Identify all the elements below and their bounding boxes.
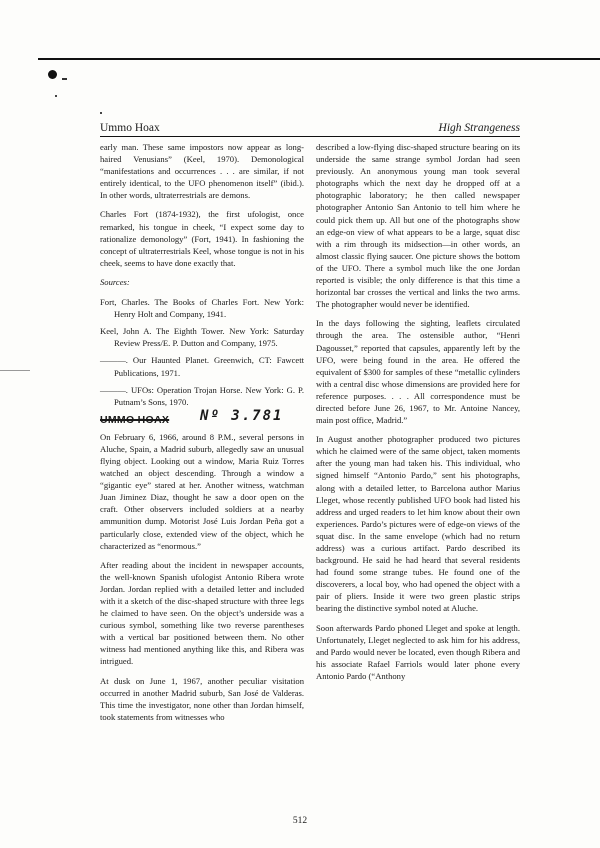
top-rule	[38, 58, 600, 60]
header-book-title: High Strangeness	[438, 122, 520, 134]
left-column	[100, 141, 304, 723]
entry-heading: UMMO HOAX	[100, 413, 170, 426]
scan-blot	[48, 70, 57, 79]
paragraph: early man. These same impostors now appear as long-haired Venusians” (Keel, 1970). Demonological “manifestations and occurrences . . . are similar, if not entirely identical, to the UFO phenomenon itself” (ibid.). In other words, ultraterrestrials are demons.	[100, 142, 304, 201]
paragraph: At dusk on June 1, 1967, another peculiar visitation occurred in another Madrid suburb, San José de Valderas. This time the investigator, none other than Jordan himself, took statements from witnesses who	[100, 675, 304, 722]
header-rule	[100, 136, 520, 137]
source-entry: Fort, Charles. The Books of Charles Fort. New York: Henry Holt and Company, 1941.	[100, 297, 304, 320]
page-number: 512	[292, 816, 308, 826]
source-entry: ———. UFOs: Operation Trojan Horse. New York: G. P. Putnam’s Sons, 1970.	[100, 384, 304, 407]
paragraph: In the days following the sighting, leaflets circulated through the area. The ostensible author, “Henri Dagousset,” reported that capsules, apparently left by the UFO, were being found in the area. He offered the equivalent of $300 for samples of these “metallic cylinders with a central disc whose dimensions are provided here for reference purposes. . . . All correspondence must be directed before June 26, 1967, to Mr. Antoine Nancey, main post office, Madrid.”	[316, 318, 520, 426]
source-entry: Keel, John A. The Eighth Tower. New York: Saturday Review Press/E. P. Dutton and Company, 1975.	[100, 326, 304, 349]
paragraph: described a low-flying disc-shaped structure bearing on its underside the same strange symbol Jordan had seen previously. An anonymous young man took several photographs which the next day he dropped off at a photographic laboratory; he then called newspaper photographer Antonio San Antonio to tell him where he could pick them up. All but one of the photographs show an edge-on view of what appears to be a large, squat disc with a rim through its midsection—in other words, an almost classic flying saucer. One picture shows the bottom of the UFO. There a symbol much like the one Jordan reported is visible; the only difference is that this time a horizontal bar crosses the vertical and links the two arms. The photographer would never be identified.	[316, 142, 520, 310]
paragraph: Charles Fort (1874-1932), the first ufologist, once remarked, his tongue in cheek, “I expect some day to rationalize demonology” (Fort, 1941). In fashioning the concept of ultraterrestrials Keel, whose tongue is not in his cheek, seems to have done exactly that.	[100, 209, 304, 268]
paragraph: After reading about the incident in newspaper accounts, the well-known Spanish ufologist Antonio Ribera wrote Jordan. Jordan replied with a detailed letter and included with it a sketch of the disc-shaped structure with three legs he claimed to have seen. On the object’s underside was a curious symbol, something like two reverse parentheses with a vertical bar positioned between them. No other witness had mentioned anything like this, and Ribera was intrigued.	[100, 559, 304, 667]
scan-mark	[62, 78, 67, 80]
header-section-title: Ummo Hoax	[100, 122, 160, 134]
sources-label: Sources:	[100, 276, 130, 287]
paragraph: In August another photographer produced two pictures which he claimed were of the same object, taken moments after the young man had taken his. This individual, who signed himself “Antonio Pardo,” sent his photographs, along with a detailed letter, to Barcelona author Marius Lleget, whose recently published UFO book had listed his address and urged readers to let him know about their own experiences. Pardo’s pictures were of edge-on views of the squat disc. In the same envelope (which had no return address) was a curious artifact. Pardo described its background. He said he had heard that several residents had found some strange tubes. He found one of the discoverers, a local boy, who had opened the object with a pair of pliers. Inside it were two green plastic strips bearing the distinctive symbol noted at Aluche.	[316, 434, 520, 614]
scan-speck	[100, 112, 102, 114]
paragraph: Soon afterwards Pardo phoned Lleget and spoke at length. Unfortunately, Lleget neglected to ask him for his address, and Pardo would never be located, even though Ribera and his associate Rafael Farriols would later phone every Antonio Pardo (“Anthony	[316, 622, 520, 681]
scan-speck	[55, 95, 57, 97]
scan-margin-line	[0, 370, 30, 371]
handwritten-number-stamp: Nº 3.781	[200, 407, 284, 424]
source-entry: ———. Our Haunted Planet. Greenwich, CT: Fawcett Publications, 1971.	[100, 355, 304, 378]
entry-heading-row	[100, 407, 304, 429]
paragraph: On February 6, 1966, around 8 P.M., several persons in Aluche, Spain, a Madrid suburb, allegedly saw an unusual flying object. Looking out a window, Maria Ruiz Torres watched an object descending. Through a window a “gigantic eye” stared at her. Another witness, watchman Juan Jiminez Diaz, thought he saw a door open on the craft. Other observers included soldiers at a nearby ammunition dump. Motorist José Luis Jordan Peña got a particularly close, extended view of the object, which he characterized as “enormous.”	[100, 431, 304, 551]
right-column	[316, 141, 520, 682]
